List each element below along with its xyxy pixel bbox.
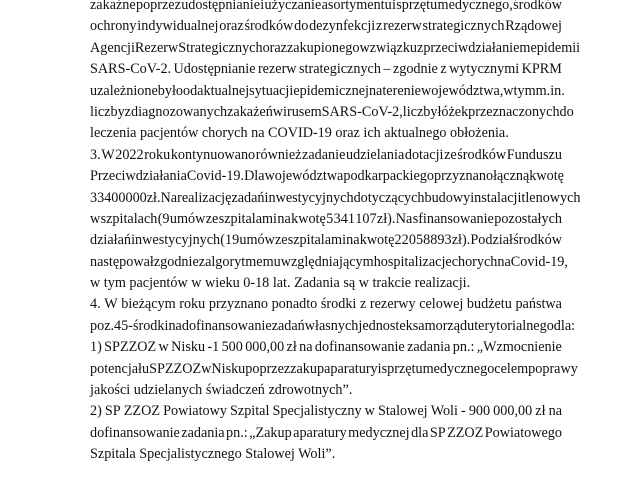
text-line: zakaźne poprzez udostępnianie i użyczanie asortymentu i sprzętu medycznego, środków — [90, 0, 562, 13]
text-line: 1) SPZZOZ w Nisku -1 500 000,00 zł na dofinansowanie zadania pn.: „Wzmocnienie — [90, 339, 562, 356]
text-line: Szpitala Specjalistycznego Stalowej Woli”. — [90, 446, 336, 463]
text-line: uzależnione było od aktualnej sytuacji epidemicznej na terenie województwa, w tym m.in. — [90, 82, 565, 99]
text-line: potencjału SPZZOZ w Nisku poprzez zakup aparatury i sprzętu medycznego celem poprawy — [90, 360, 578, 377]
document-body-text — [90, 0, 581, 466]
text-line: Przeciwdziałania Covid-19. Dla województwa podkarpackiego przyznano łączną kwotę — [90, 168, 564, 185]
text-line: działań inwestycyjnych (19 umów ze szpitalami na kwotę 22 058 893 zł). Podział środków — [90, 232, 562, 249]
text-line: dofinansowanie zadania pn.: „Zakup aparatury medycznej dla SP ZZOZ Powiatowego — [90, 424, 562, 441]
text-line: 3. W 2022 roku kontynuowano również zadanie udzielania dotacji ze środków Funduszu — [90, 146, 562, 163]
text-line: Agencji Rezerw Strategicznych oraz zakupionego w związku z przeciwdziałaniem epidemii — [90, 39, 581, 56]
text-line: ochrony indywidualnej oraz środków do dezynfekcji z rezerw strategicznych Rządowej — [90, 18, 562, 35]
text-line: 4. W bieżącym roku przyznano ponadto środki z rezerwy celowej budżetu państwa — [90, 296, 562, 313]
text-line: w szpitalach (9 umów ze szpitalami na kwotę 5 341 107 zł). Na sfinansowanie pozostałych — [90, 210, 562, 227]
text-line: liczby zdiagnozowanych zakażeń wirusem SARS-CoV-2, liczby łóżek przeznaczonych do — [90, 103, 574, 120]
text-line: następował zgodnie z algorytmem uwzględniającym hospitalizacje chorych na Covid-19, — [90, 253, 568, 270]
text-line: SARS-CoV-2. Udostępnianie rezerw strategicznych – zgodnie z wytycznymi KPRM — [90, 61, 562, 78]
text-line: poz. 45 - środki na dofinansowanie zadań własnych jednostek samorządu terytorialnego dla: — [90, 317, 576, 334]
text-line: 2) SP ZZOZ Powiatowy Szpital Specjalistyczny w Stalowej Woli - 900 000,00 zł na — [90, 403, 562, 420]
text-line: jakości udzielanych świadczeń zdrowotnych”. — [90, 382, 353, 399]
text-line: leczenia pacjentów chorych na COVID-19 oraz ich aktualnego obłożenia. — [90, 125, 509, 142]
text-line: w tym pacjentów w wieku 0-18 lat. Zadania są w trakcie realizacji. — [90, 275, 471, 292]
text-line: 33 400 000 zł. Na realizację zadań inwestycyjnych dotyczących budowy instalacji tlenowych — [90, 189, 581, 206]
